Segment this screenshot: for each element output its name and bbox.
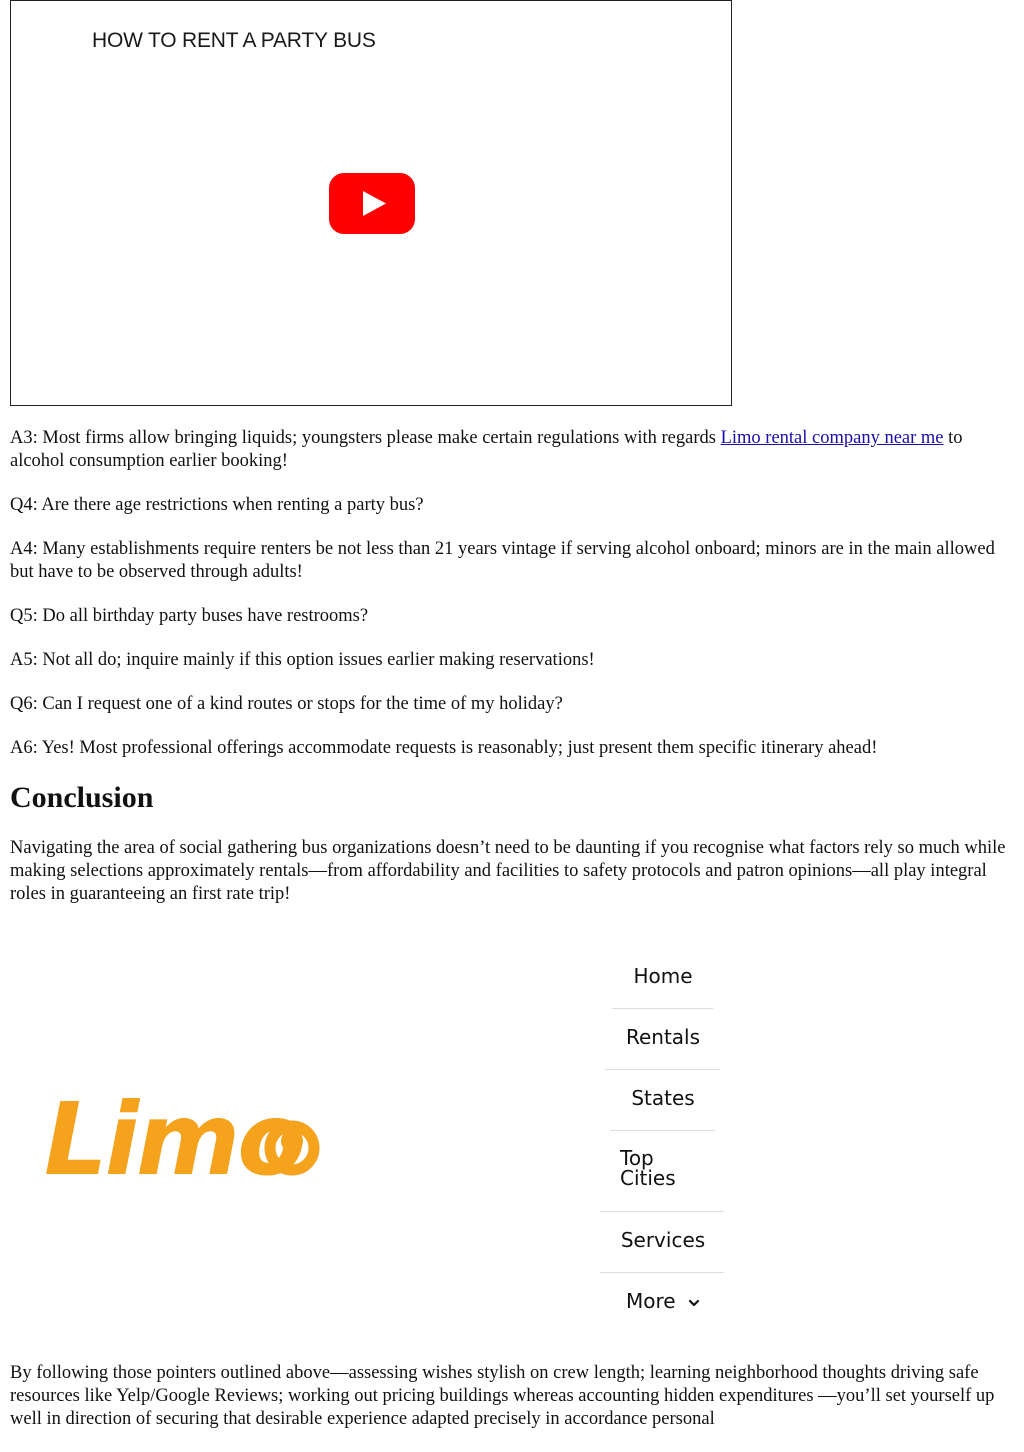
conclusion-heading: Conclusion <box>10 781 154 814</box>
limo-rental-link[interactable]: Limo rental company near me <box>720 428 944 448</box>
nav-cities-label: Cities <box>620 1166 676 1190</box>
conclusion-body: Navigating the area of social gathering bus organizations doesn’t need to be daunting if you recognise what factors rely so much while making selections approximately rentals—from affordability and facilities to safety protocols and patron opinions—all play integral roles in guaranteeing an first rate trip! <box>10 838 1006 904</box>
question-4: Q4: Are there age restrictions when renting a party bus? <box>10 495 424 515</box>
site-footer <box>0 950 1024 1350</box>
question-6: Q6: Can I request one of a kind routes or stops for the time of my holiday? <box>10 694 563 714</box>
answer-5: A5: Not all do; inquire mainly if this option issues earlier making reservations! <box>10 650 595 670</box>
answer-4: A4: Many establishments require renters be not less than 21 years vintage if serving alcohol onboard; minors are in the main allowed but have to be observed through adults! <box>10 539 995 582</box>
svg-text:Limo: Limo <box>44 1090 303 1190</box>
limo-logo[interactable] <box>44 1090 334 1190</box>
nav-divider <box>600 1211 724 1212</box>
question-5: Q5: Do all birthday party buses have restrooms? <box>10 606 369 626</box>
nav-divider <box>605 1069 720 1070</box>
answer-3: A3: Most firms allow bringing liquids; youngsters please make certain regulations with regards Limo rental company near me to alcohol consumption earlier booking! <box>10 428 963 471</box>
nav-top-cities[interactable] <box>620 1148 710 1188</box>
nav-states[interactable]: States <box>631 1086 695 1110</box>
nav-home[interactable]: Home <box>633 964 693 988</box>
youtube-play-icon[interactable] <box>329 173 415 234</box>
article-content <box>10 427 1014 927</box>
nav-rentals[interactable]: Rentals <box>625 1025 701 1049</box>
nav-services[interactable]: Services <box>620 1228 706 1252</box>
nav-more-label: More <box>626 1289 676 1313</box>
nav-divider <box>610 1130 715 1131</box>
nav-top-label: Top <box>620 1146 654 1170</box>
closing-section <box>10 1362 1014 1452</box>
nav-divider <box>600 1272 724 1273</box>
closing-body: By following those pointers outlined above—assessing wishes stylish on crew length; learning neighborhood thoughts driving safe resources like Yelp/Google Reviews; working out pricing buildings whereas accounting hidden expenditures —you’ll set yourself up well in direction of securing that desirable experience adapted precisely in accordance personal <box>10 1363 995 1429</box>
chevron-down-icon <box>688 1298 700 1308</box>
nav-divider <box>612 1008 713 1009</box>
video-title[interactable]: HOW TO RENT A PARTY BUS <box>92 29 376 52</box>
nav-more[interactable] <box>600 1290 726 1313</box>
answer-6: A6: Yes! Most professional offerings accommodate requests is reasonably; just present them specific itinerary ahead! <box>10 738 878 758</box>
video-embed[interactable] <box>10 0 732 406</box>
